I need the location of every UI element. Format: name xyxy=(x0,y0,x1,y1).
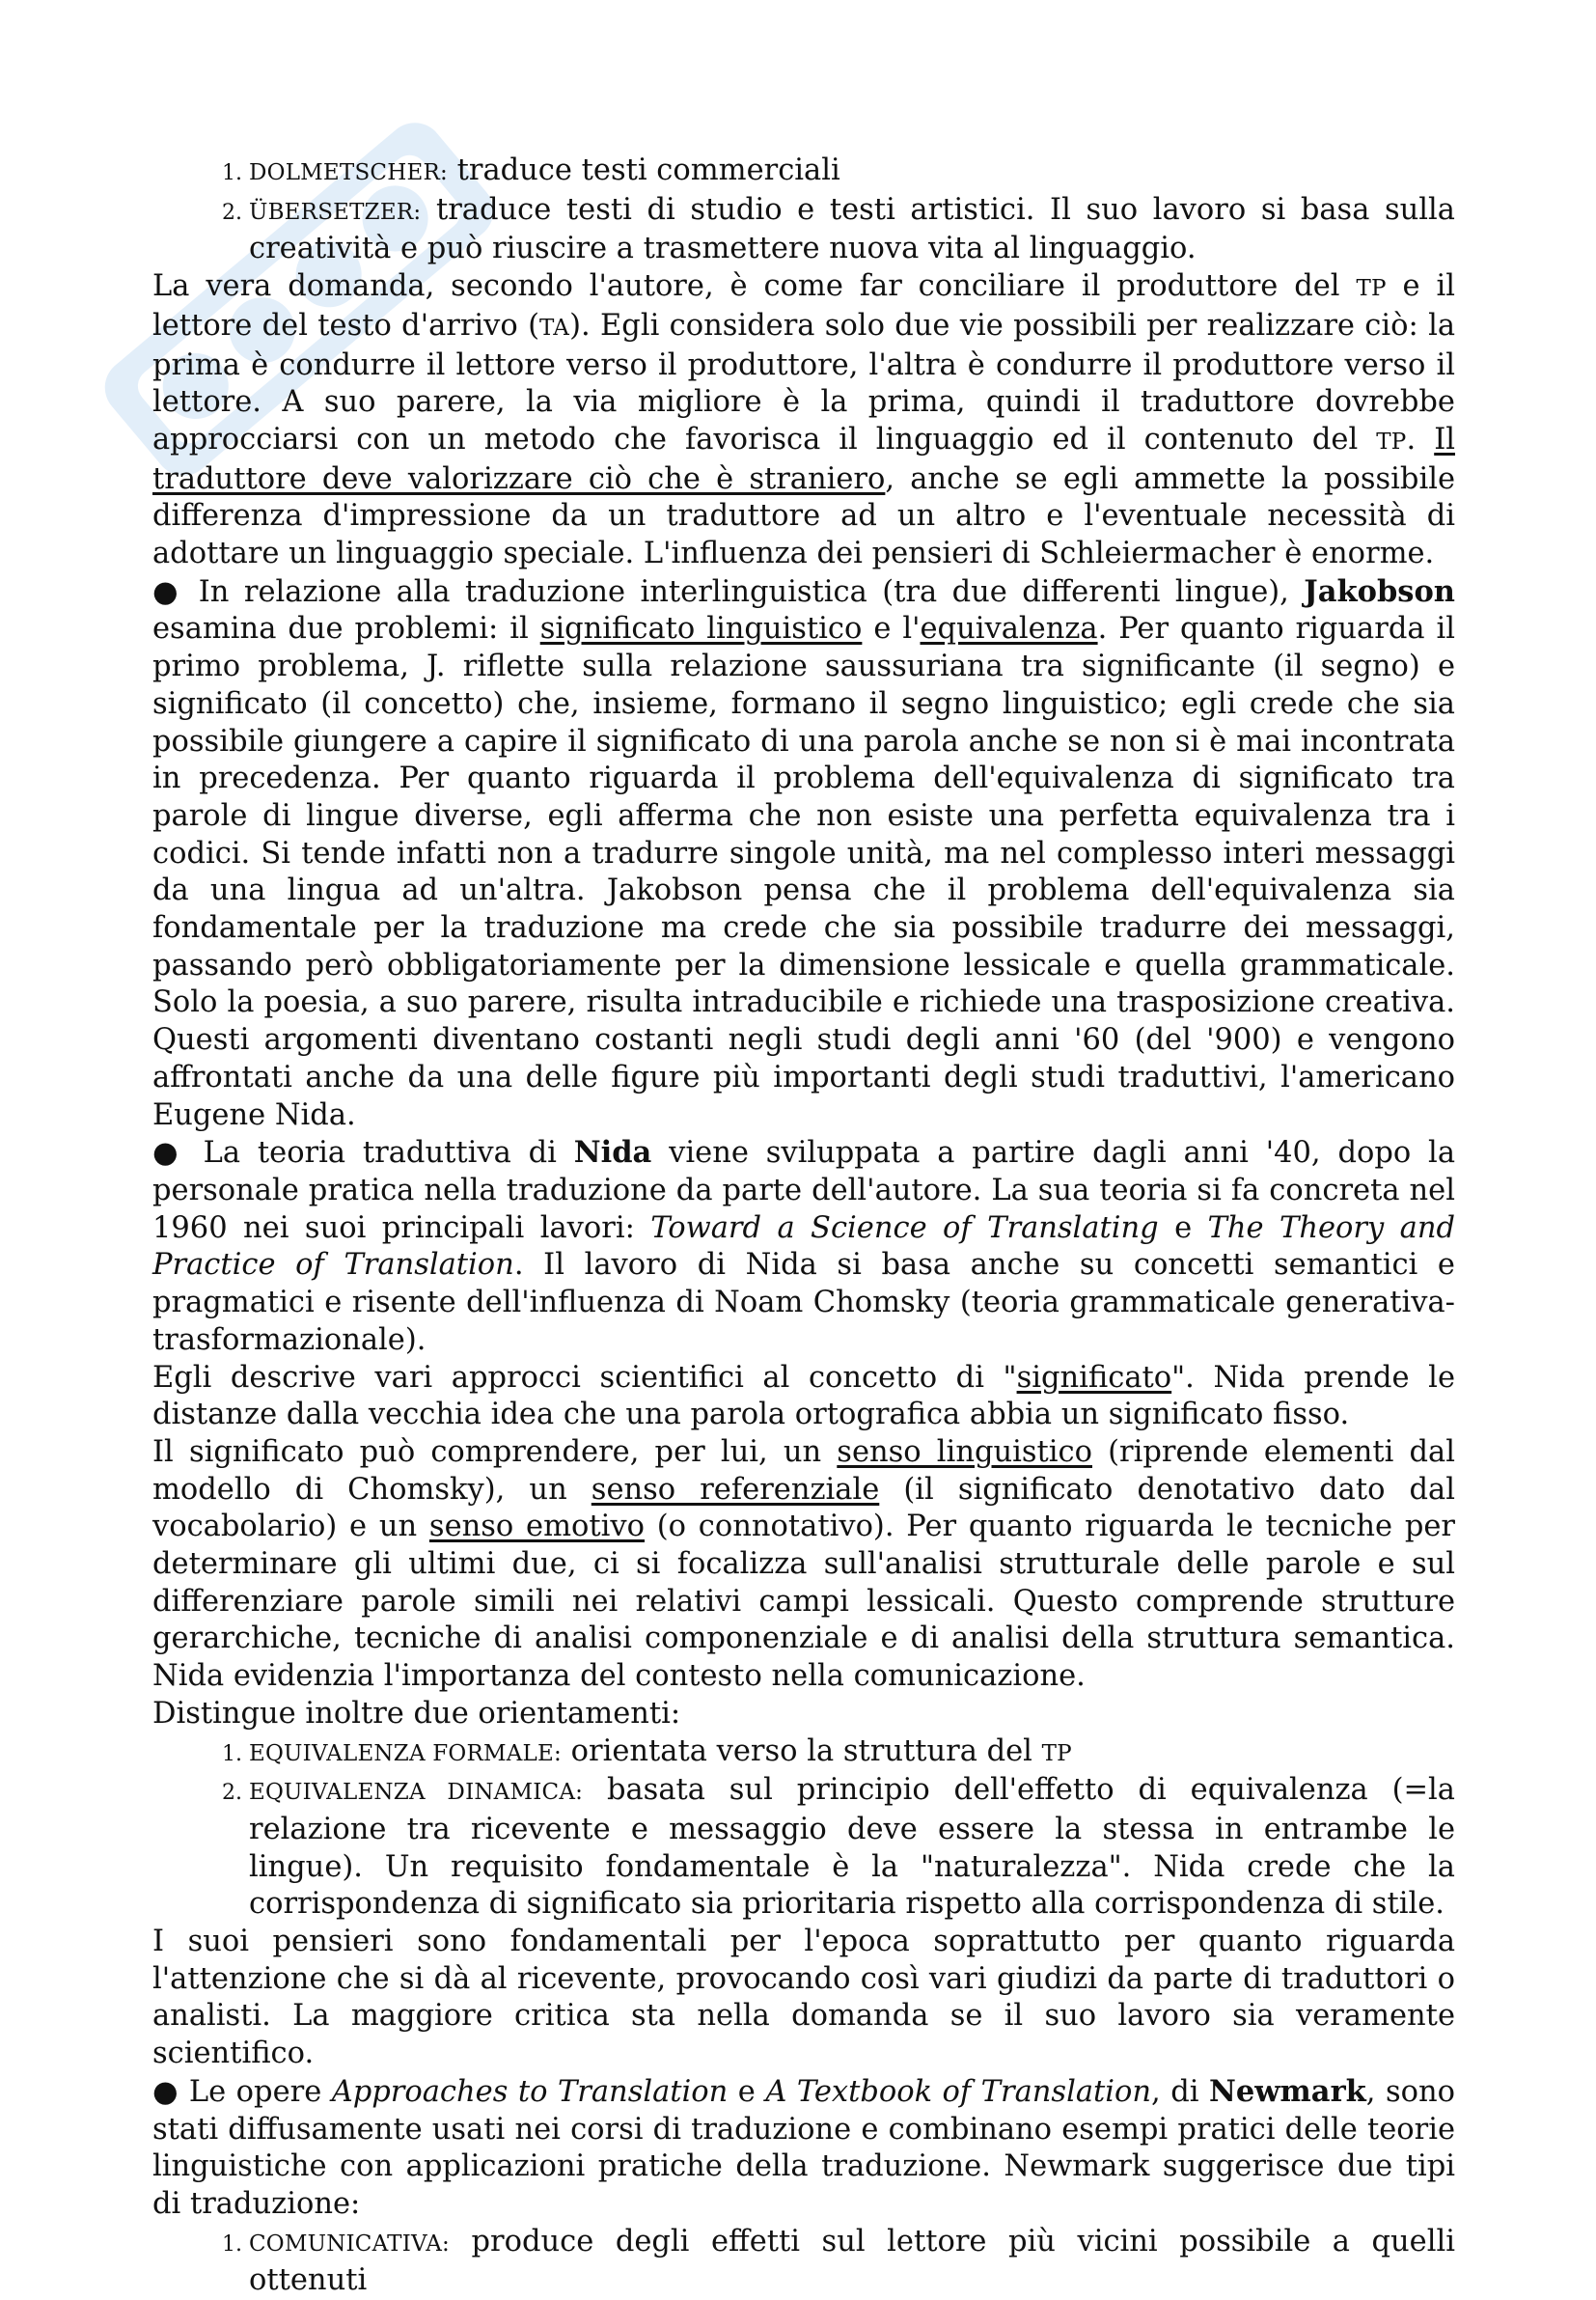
paragraph-orientamenti: Distingue inoltre due orientamenti: xyxy=(152,1696,681,1731)
document-page xyxy=(152,152,1455,2300)
list-newmark-types xyxy=(152,2224,1455,2300)
list-item: 2. EQUIVALENZA DINAMICA: basata sul principio dell'effetto di equivalenza (=la relazione tra ricevente e messaggio deve essere la stessa in entrambe le lingue). Un requisito fondamentale è la "naturalezza". Nida crede che la corrispondenza di significato sia prioritaria rispetto alla corrispondenza di stile. xyxy=(249,1772,1455,1924)
list-item: 1. EQUIVALENZA FORMALE: orientata verso la struttura del TP xyxy=(249,1733,1455,1773)
bullet-icon: ● xyxy=(152,574,184,609)
list-item: 2. ÜBERSETZER: traduce testi di studio e testi artistici. Il suo lavoro si basa sulla creatività e può riuscire a trasmettere nuova vita al linguaggio. xyxy=(249,192,1455,268)
paragraph-newmark: ● Le opere Approaches to Translation e A Textbook of Translation, di Newmark, sono stati diffusamente usati nei corsi di traduzione e combinano esempi pratici delle teorie linguistiche con applicazioni pratiche della traduzione. Newmark suggerisce due tipi di traduzione: xyxy=(152,2073,1455,2221)
bullet-icon: ● xyxy=(152,2074,179,2109)
list-item: 1. DOLMETSCHER: traduce testi commerciali xyxy=(249,152,1455,192)
paragraph-nida: ● La teoria traduttiva di Nida viene sviluppata a partire dagli anni '40, dopo la personale pratica nella traduzione da parte dell'autore. La sua teoria si fa concreta nel 1960 nei suoi principali lavori: Toward a Science of Translating e The Theory and Practice of Translation. Il lavoro di Nida si basa anche su concetti semantici e pragmatici e risente dell'influenza di Noam Chomsky (teoria grammaticale generativa-trasformazionale). xyxy=(152,1135,1455,1357)
paragraph-schleiermacher: La vera domanda, secondo l'autore, è come far conciliare il produttore del TP e il lettore del testo d'arrivo (TA). Egli considera solo due vie possibili per realizzare ciò: la prima è condurre il lettore verso il produttore, l'altra è condurre il produttore verso il lettore. A suo parere, la via migliore è la prima, quindi il traduttore dovrebbe approcciarsi con un metodo che favorisca il linguaggio ed il contenuto del TP. Il traduttore deve valorizzare ciò che è straniero, anche se egli ammette la possibile differenza d'impressione da un traduttore ad un altro e l'eventuale necessità di adottare un linguaggio speciale. L'influenza dei pensieri di Schleiermacher è enorme. xyxy=(152,269,1456,571)
paragraph-jakobson: ● In relazione alla traduzione interlinguistica (tra due differenti lingue), Jakobson esamina due problemi: il significato linguistico e l'equivalenza. Per quanto riguarda il primo problema, J. riflette sulla relazione saussuriana tra significante (il segno) e significato (il concetto) che, insieme, formano il segno linguistico; egli crede che sia possibile giungere a capire il significato di una parola anche se non si è mai incontrata in precedenza. Per quanto riguarda il problema dell'equivalenza di significato tra parole di lingue diverse, egli afferma che non esiste una perfetta equivalenza tra i codici. Si tende infatti non a tradurre singole unità, ma nel complesso interi messaggi da una lingua ad un'altra. Jakobson pensa che il problema dell'equivalenza sia fondamentale per la traduzione ma crede che sia possibile tradurre dei messaggi, passando però obbligatoriamente per la dimensione lessicale e quella grammaticale. Solo la poesia, a suo parere, risulta intraducibile e richiede una trasposizione creativa. Questi argomenti diventano costanti negli studi degli anni '60 (del '900) e vengono affrontati anche da una delle figure più importanti degli studi traduttivi, l'americano Eugene Nida. xyxy=(152,573,1455,1132)
paragraph-significato: Egli descrive vari approcci scientifici al concetto di "significato". Nida prende le distanze dalla vecchia idea che una parola ortografica abbia un significato fisso. xyxy=(152,1360,1455,1432)
list-equivalenza xyxy=(152,1733,1455,1925)
list-item: 1. COMUNICATIVA: produce degli effetti sul lettore più vicini possibile a quelli ottenuti xyxy=(249,2224,1455,2300)
paragraph-sensi: Il significato può comprendere, per lui, un senso linguistico (riprende elementi dal modello di Chomsky), un senso referenziale (il significato denotativo dato dal vocabolario) e un senso emotivo (o connotativo). Per quanto riguarda le tecniche per determinare gli ultimi due, ci si focalizza sull'analisi strutturale delle parole e sul differenziare parole simili nei relativi campi lessicali. Questo comprende strutture gerarchiche, tecniche di analisi componenziale e di analisi della struttura semantica. Nida evidenzia l'importanza del contesto nella comunicazione. xyxy=(152,1434,1456,1694)
list-translator-types xyxy=(152,152,1455,268)
paragraph-critica: I suoi pensieri sono fondamentali per l'epoca soprattutto per quanto riguarda l'attenzione che si dà al ricevente, provocando così vari giudizi da parte di traduttori o analisti. La maggiore critica sta nella domanda se il suo lavoro sia veramente scientifico. xyxy=(152,1925,1455,2071)
bullet-icon: ● xyxy=(152,1136,186,1171)
